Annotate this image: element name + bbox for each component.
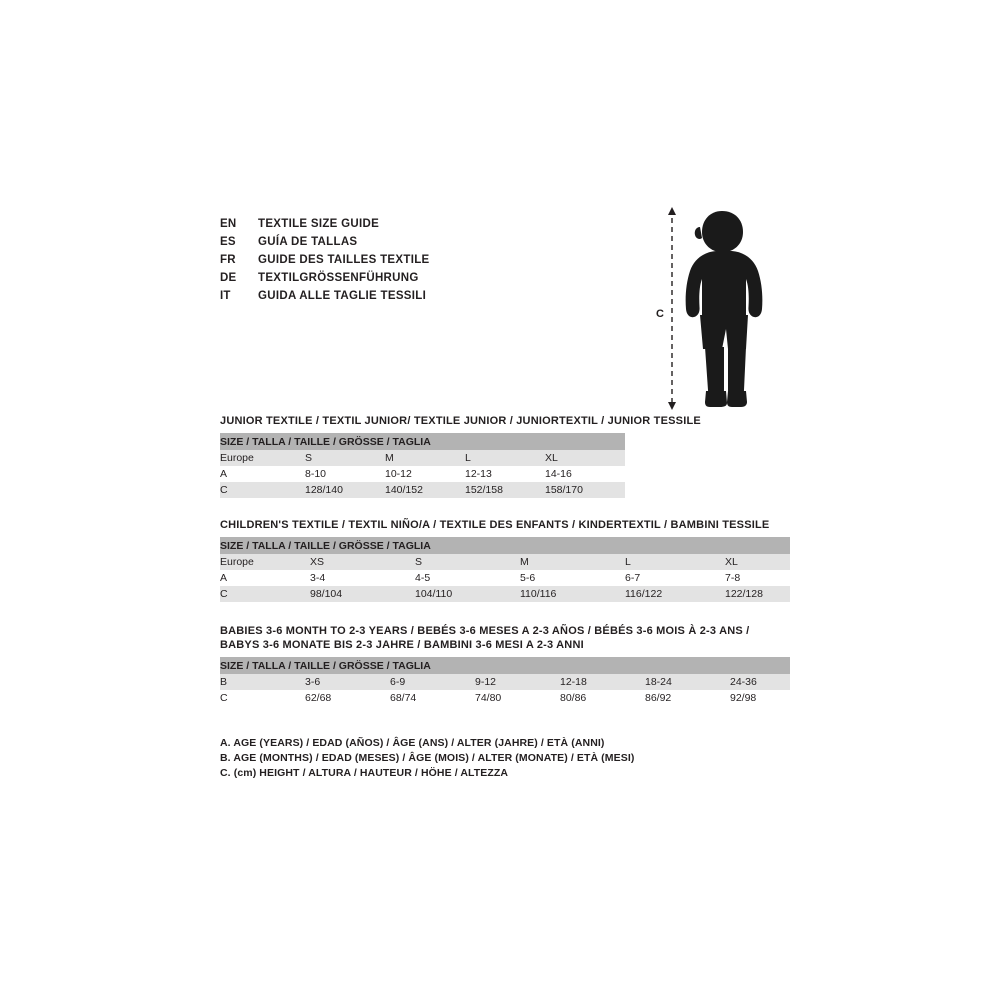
language-title: GUIDE DES TAILLES TEXTILE xyxy=(258,254,430,266)
row-cell: 9-12 xyxy=(475,674,560,690)
footnote-c: C. (cm) HEIGHT / ALTURA / HAUTEUR / HÖHE / ALTEZZA xyxy=(220,767,509,779)
table-row xyxy=(220,482,625,498)
table-header-row xyxy=(220,537,790,554)
footnote-b: B. AGE (MONTHS) / EDAD (MESES) / ÂGE (MOIS) / ALTER (MONATE) / ETÀ (MESI) xyxy=(220,752,635,764)
row-label: Europe xyxy=(220,554,310,570)
table-header-row xyxy=(220,433,625,450)
row-cell: 74/80 xyxy=(475,690,560,706)
child-silhouette-figure xyxy=(650,205,790,420)
table-row xyxy=(220,690,790,706)
language-title: TEXTILE SIZE GUIDE xyxy=(258,218,380,230)
row-cell: L xyxy=(465,450,545,466)
footnote-a: A. AGE (YEARS) / EDAD (AÑOS) / ÂGE (ANS) / ALTER (JAHRE) / ETÀ (ANNI) xyxy=(220,737,605,749)
table-row xyxy=(220,586,790,602)
row-cell: 3-6 xyxy=(305,674,390,690)
language-code: EN xyxy=(220,218,237,230)
language-header-block xyxy=(220,215,640,305)
section-children-textile xyxy=(220,518,790,602)
row-cell: 104/110 xyxy=(415,586,520,602)
row-cell: 5-6 xyxy=(520,570,625,586)
section-title-line2: BABYS 3-6 MONATE BIS 2-3 JAHRE / BAMBINI 3-6 MESI A 2-3 ANNI xyxy=(220,639,584,651)
row-cell: 92/98 xyxy=(730,690,790,706)
row-cell: XL xyxy=(725,554,790,570)
row-cell: L xyxy=(625,554,725,570)
table-row xyxy=(220,674,790,690)
section-title-line1: BABIES 3-6 MONTH TO 2-3 YEARS / BEBÉS 3-6 MESES A 2-3 AÑOS / BÉBÉS 3-6 MOIS À 2-3 ANS / xyxy=(220,625,750,637)
row-cell: 18-24 xyxy=(645,674,730,690)
figure-height-label: C xyxy=(656,308,664,320)
row-cell: 128/140 xyxy=(305,482,385,498)
row-cell: S xyxy=(305,450,385,466)
row-cell: 6-9 xyxy=(390,674,475,690)
language-code: DE xyxy=(220,272,237,284)
row-cell: 14-16 xyxy=(545,466,625,482)
row-cell: 4-5 xyxy=(415,570,520,586)
row-cell: M xyxy=(520,554,625,570)
row-cell: 158/170 xyxy=(545,482,625,498)
row-cell: M xyxy=(385,450,465,466)
row-cell: 98/104 xyxy=(310,586,415,602)
row-cell: 62/68 xyxy=(305,690,390,706)
section-junior-textile xyxy=(220,414,701,498)
row-cell: 8-10 xyxy=(305,466,385,482)
section-title: CHILDREN'S TEXTILE / TEXTIL NIÑO/A / TEXTILE DES ENFANTS / KINDERTEXTIL / BAMBINI TESSILE xyxy=(220,519,770,531)
row-cell: 12-13 xyxy=(465,466,545,482)
row-label: A xyxy=(220,570,310,586)
row-label: C xyxy=(220,586,310,602)
row-cell: 10-12 xyxy=(385,466,465,482)
size-band-label: SIZE / TALLA / TAILLE / GRÖSSE / TAGLIA xyxy=(220,537,790,554)
table-row xyxy=(220,450,625,466)
footnotes-block xyxy=(220,736,634,781)
language-code: FR xyxy=(220,254,236,266)
row-cell: 7-8 xyxy=(725,570,790,586)
language-row xyxy=(220,233,640,251)
row-cell: 12-18 xyxy=(560,674,645,690)
language-code: ES xyxy=(220,236,236,248)
row-cell: XS xyxy=(310,554,415,570)
row-cell: 86/92 xyxy=(645,690,730,706)
row-cell: 24-36 xyxy=(730,674,790,690)
row-cell: 80/86 xyxy=(560,690,645,706)
row-label: A xyxy=(220,466,305,482)
table-header-row xyxy=(220,657,790,674)
row-cell: 6-7 xyxy=(625,570,725,586)
language-title: GUIDA ALLE TAGLIE TESSILI xyxy=(258,290,427,302)
table-row xyxy=(220,554,790,570)
row-label: Europe xyxy=(220,450,305,466)
table-row xyxy=(220,466,625,482)
language-row xyxy=(220,251,640,269)
language-row xyxy=(220,215,640,233)
children-size-table xyxy=(220,537,790,602)
table-row xyxy=(220,570,790,586)
section-babies-textile xyxy=(220,624,790,706)
language-code: IT xyxy=(220,290,231,302)
row-label: B xyxy=(220,674,305,690)
row-label: C xyxy=(220,690,305,706)
row-cell: 152/158 xyxy=(465,482,545,498)
babies-size-table xyxy=(220,657,790,706)
row-cell: 122/128 xyxy=(725,586,790,602)
row-cell: 68/74 xyxy=(390,690,475,706)
row-cell: S xyxy=(415,554,520,570)
row-cell: 140/152 xyxy=(385,482,465,498)
row-cell: XL xyxy=(545,450,625,466)
language-title: GUÍA DE TALLAS xyxy=(258,236,358,248)
junior-size-table xyxy=(220,433,625,498)
language-row xyxy=(220,287,640,305)
section-title: JUNIOR TEXTILE / TEXTIL JUNIOR/ TEXTILE JUNIOR / JUNIORTEXTIL / JUNIOR TESSILE xyxy=(220,415,701,427)
row-cell: 110/116 xyxy=(520,586,625,602)
row-label: C xyxy=(220,482,305,498)
language-row xyxy=(220,269,640,287)
language-title: TEXTILGRÖSSENFÜHRUNG xyxy=(258,272,419,284)
row-cell: 116/122 xyxy=(625,586,725,602)
size-band-label: SIZE / TALLA / TAILLE / GRÖSSE / TAGLIA xyxy=(220,657,790,674)
row-cell: 3-4 xyxy=(310,570,415,586)
size-band-label: SIZE / TALLA / TAILLE / GRÖSSE / TAGLIA xyxy=(220,433,625,450)
